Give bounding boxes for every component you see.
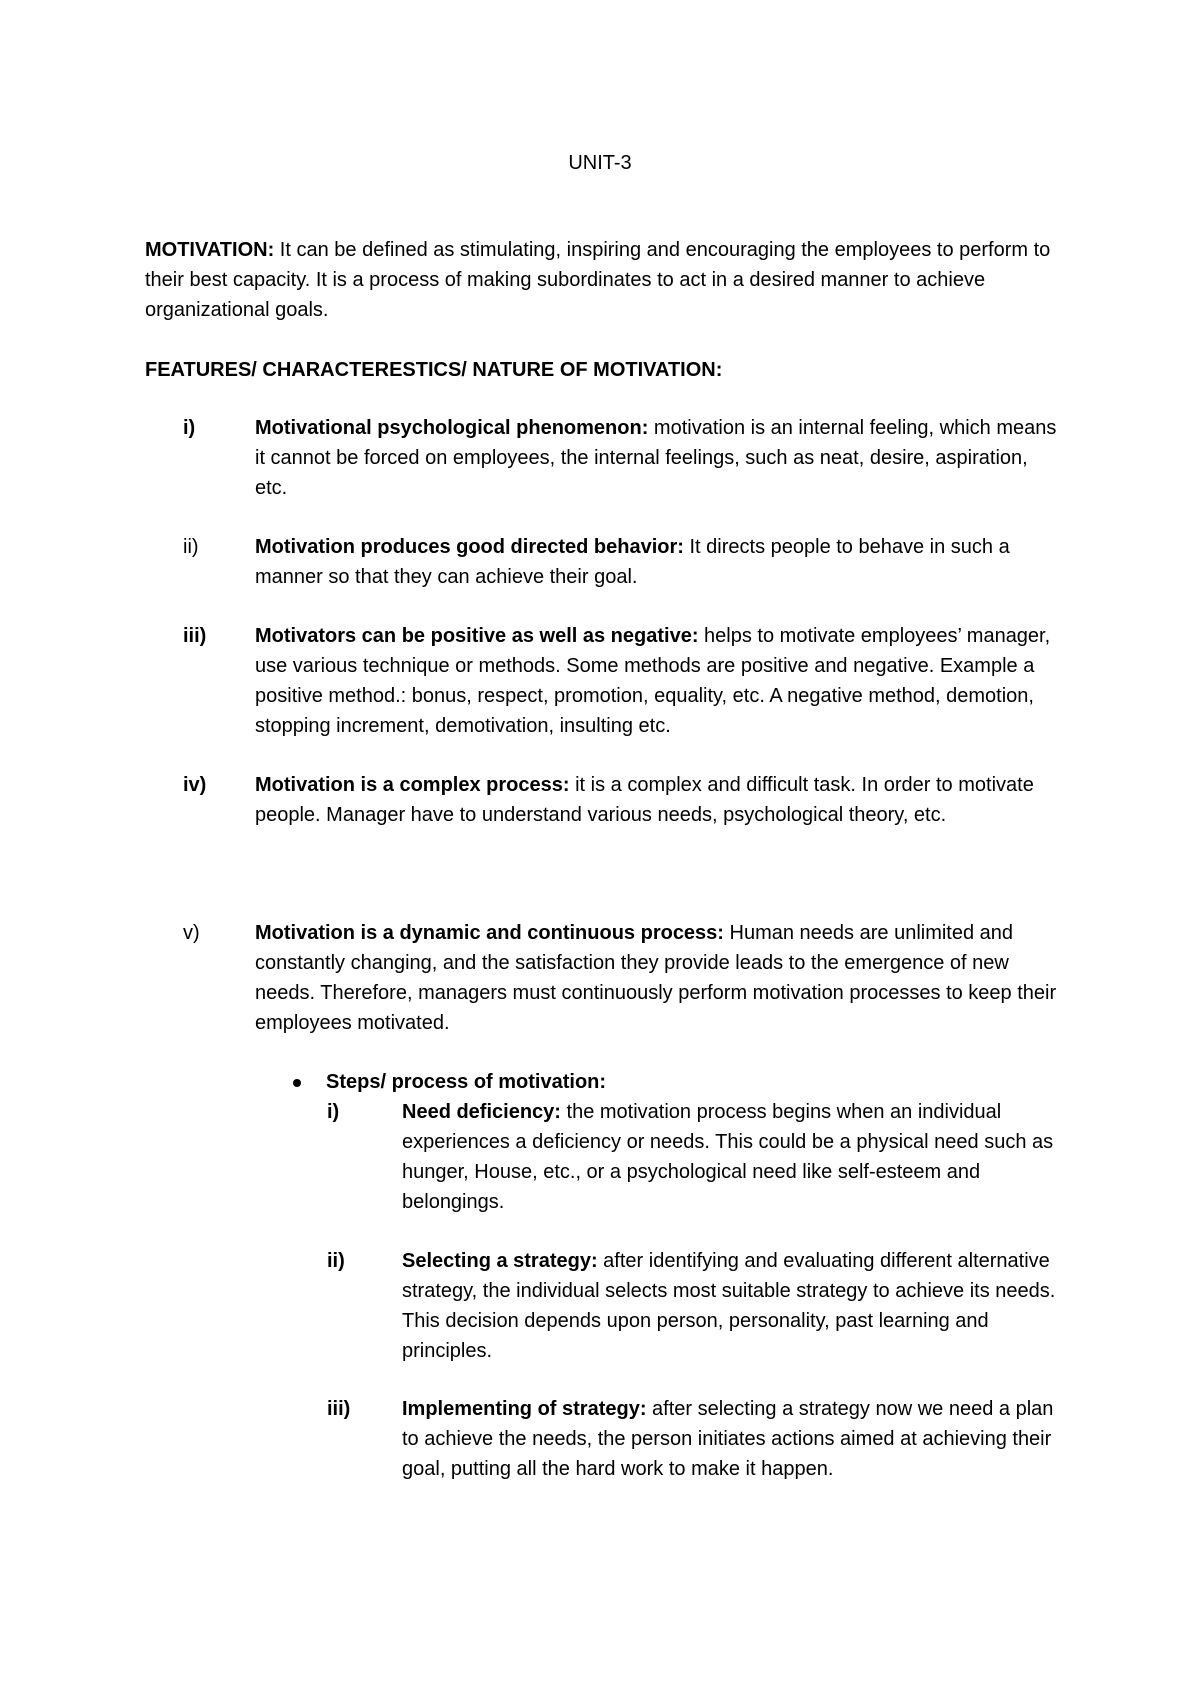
- feature-item: [145, 770, 1065, 830]
- feature-item: [145, 621, 1065, 741]
- feature-number: iv): [183, 774, 207, 796]
- step-text: after identifying and evaluating different alternative strategy, the individual selects most suitable strategy to achieve its needs. This decision depends upon person, personality, past learning and principles.: [402, 1250, 1056, 1362]
- feature-term: Motivation is a dynamic and continuous process:: [255, 922, 724, 944]
- step-term: Implementing of strategy:: [402, 1398, 647, 1420]
- feature-text: Human needs are unlimited and constantly changing, and the satisfaction they provide leads to the emergence of new needs. Therefore, managers must continuously perform motivation processes to keep their employees motivated.: [255, 922, 1057, 1034]
- feature-number: i): [183, 417, 196, 439]
- feature-number: ii): [183, 536, 199, 558]
- step-number: iii): [327, 1398, 351, 1420]
- feature-text: It directs people to behave in such a manner so that they can achieve their goal.: [255, 536, 1010, 588]
- step-item: [327, 1394, 1067, 1484]
- bullet-dot-icon: [293, 1079, 301, 1087]
- feature-text: helps to motivate employees’ manager, use various technique or methods. Some methods are positive and negative. Example a positive method.: bonus, respect, promotion, equality, etc. A negative method, demotion, stopping increment, demotivation, insulting etc.: [255, 625, 1051, 737]
- intro-term: MOTIVATION:: [145, 239, 275, 261]
- feature-term: Motivators can be positive as well as negative:: [255, 625, 699, 647]
- step-number: i): [327, 1101, 340, 1123]
- steps-heading: Steps/ process of motivation:: [326, 1071, 607, 1093]
- intro-text: It can be defined as stimulating, inspiring and encouraging the employees to perform to their best capacity. It is a process of making subordinates to act in a desired manner to achieve organizational goals.: [145, 239, 1051, 321]
- intro-paragraph: [145, 235, 1065, 325]
- feature-item: [145, 918, 1065, 1038]
- feature-item: [145, 532, 1065, 592]
- step-term: Need deficiency:: [402, 1101, 561, 1123]
- step-item: [327, 1246, 1067, 1366]
- step-text: the motivation process begins when an individual experiences a deficiency or needs. This could be a physical need such as hunger, House, etc., or a psychological need like self-esteem and belongings.: [402, 1101, 1054, 1213]
- features-heading: FEATURES/ CHARACTERESTICS/ NATURE OF MOTIVATION:: [145, 359, 723, 381]
- step-text: after selecting a strategy now we need a plan to achieve the needs, the person initiates actions aimed at achieving their goal, putting all the hard work to make it happen.: [402, 1398, 1054, 1480]
- step-item: [327, 1097, 1067, 1217]
- feature-term: Motivation is a complex process:: [255, 774, 570, 796]
- steps-bullet: [293, 1067, 606, 1097]
- feature-number: v): [183, 922, 200, 944]
- feature-text: it is a complex and difficult task. In order to motivate people. Manager have to understand various needs, psychological theory, etc.: [255, 774, 1034, 826]
- feature-number: iii): [183, 625, 207, 647]
- feature-term: Motivational psychological phenomenon:: [255, 417, 649, 439]
- step-term: Selecting a strategy:: [402, 1250, 598, 1272]
- feature-term: Motivation produces good directed behavior:: [255, 536, 684, 558]
- step-number: ii): [327, 1250, 345, 1272]
- unit-title: UNIT-3: [568, 152, 632, 174]
- feature-item: [145, 413, 1065, 503]
- feature-text: motivation is an internal feeling, which means it cannot be forced on employees, the internal feelings, such as neat, desire, aspiration, etc.: [255, 417, 1057, 499]
